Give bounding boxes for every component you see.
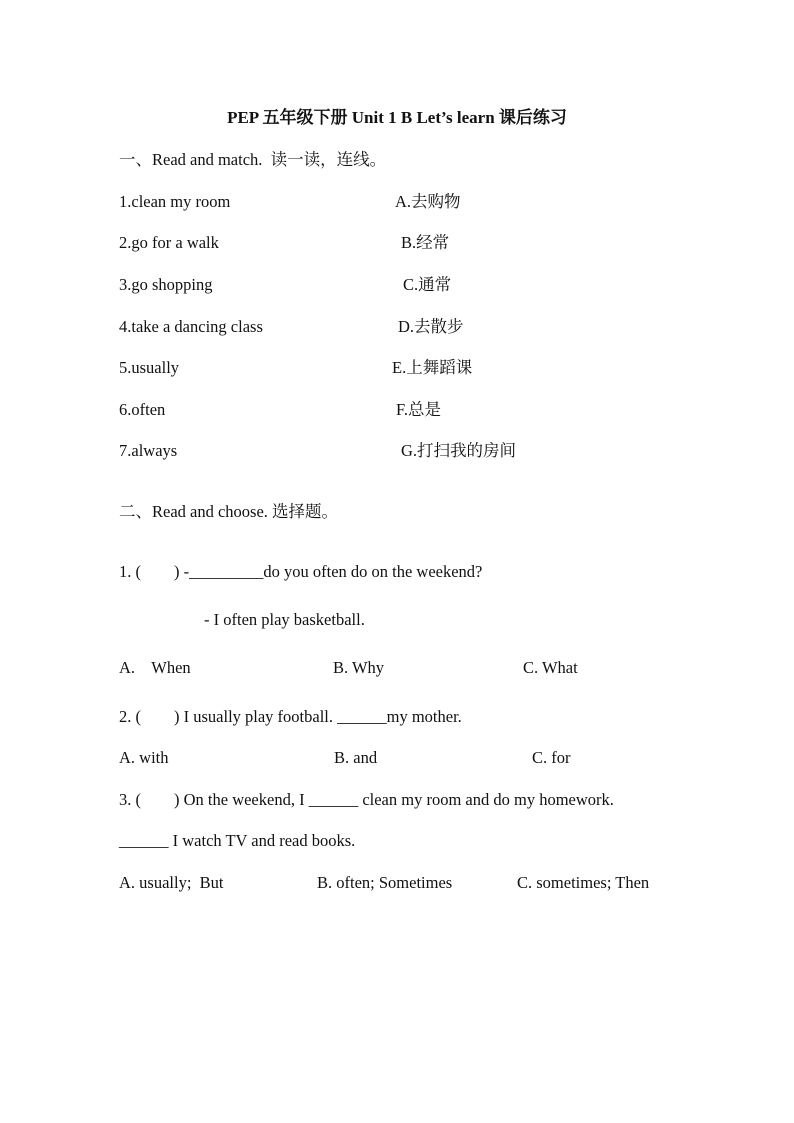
question-stem: 2. ( ) I usually play football. ______my mother. bbox=[119, 707, 462, 726]
answer-option: C. for bbox=[532, 748, 571, 767]
match-left-item: 1.clean my room bbox=[119, 192, 231, 211]
page-title: PEP 五年级下册 Unit 1 B Let’s learn 课后练习 bbox=[227, 108, 567, 127]
answer-option: B. often; Sometimes bbox=[317, 873, 453, 892]
question-stem-continued: ______ I watch TV and read books. bbox=[119, 831, 356, 850]
match-right-item: G.打扫我的房间 bbox=[401, 441, 517, 460]
match-left-item: 5.usually bbox=[119, 358, 180, 377]
match-left-item: 3.go shopping bbox=[119, 275, 213, 294]
question-stem: 3. ( ) On the weekend, I ______ clean my room and do my homework. bbox=[119, 790, 614, 809]
answer-option: A. When bbox=[119, 658, 191, 677]
section1-heading: 一、Read and match. 读一读，连线。 bbox=[119, 150, 387, 169]
match-left-item: 6.often bbox=[119, 400, 166, 419]
match-left-item: 7.always bbox=[119, 441, 178, 460]
match-left-item: 2.go for a walk bbox=[119, 233, 219, 252]
answer-option: B. and bbox=[334, 748, 378, 767]
answer-option: A. with bbox=[119, 748, 169, 767]
answer-option: C. What bbox=[523, 658, 578, 677]
match-right-item: D.去散步 bbox=[398, 317, 464, 336]
question-stem: 1. ( ) -_________do you often do on the weekend? bbox=[119, 562, 483, 581]
section2-heading: 二、Read and choose. 选择题。 bbox=[119, 502, 339, 521]
answer-option: B. Why bbox=[333, 658, 385, 677]
match-right-item: E.上舞蹈课 bbox=[392, 358, 473, 377]
match-right-item: B.经常 bbox=[401, 233, 450, 252]
match-right-item: F.总是 bbox=[396, 400, 441, 419]
match-left-item: 4.take a dancing class bbox=[119, 317, 263, 336]
answer-option: A. usually; But bbox=[119, 873, 224, 892]
answer-option: C. sometimes; Then bbox=[517, 873, 650, 892]
match-right-item: A.去购物 bbox=[395, 192, 461, 211]
question-answer-line: - I often play basketball. bbox=[204, 610, 365, 629]
match-right-item: C.通常 bbox=[403, 275, 452, 294]
